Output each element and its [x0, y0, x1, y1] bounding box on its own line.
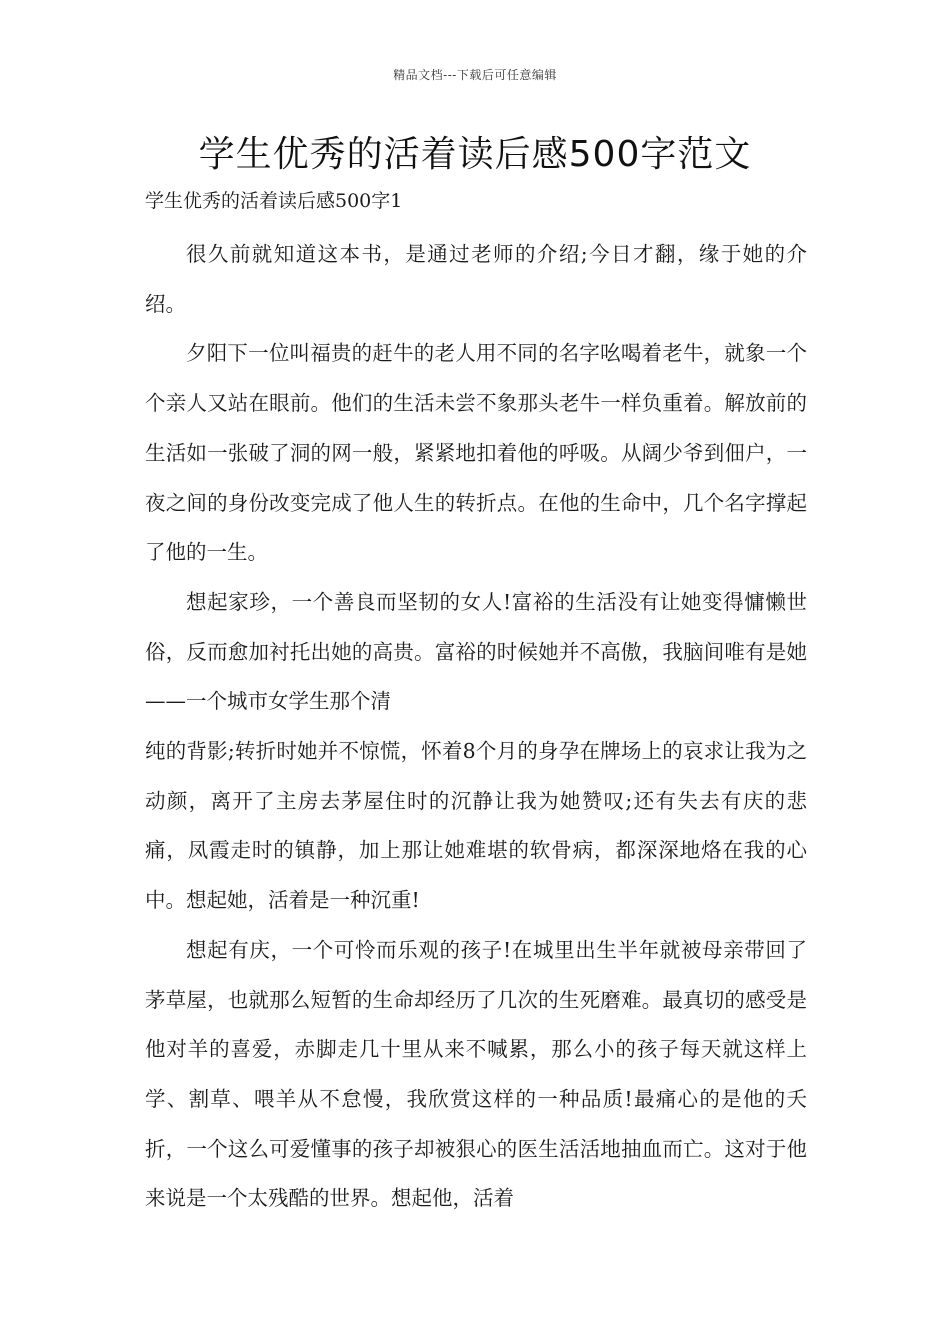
- document-title: 学生优秀的活着读后感500字范文: [198, 134, 752, 175]
- document-subtitle: 学生优秀的活着读后感500字1: [145, 190, 403, 212]
- paragraph-1: 很久前就知道这本书，是通过老师的介绍;今日才翻，缘于她的介绍。: [145, 242, 807, 316]
- paragraph-3: 想起家珍，一个善良而坚韧的女人!富裕的生活没有让她变得慵懒世俗，反而愈加衬托出她的高贵。富裕的时候她并不高傲，我脑间唯有是她——一个城市女学生那个清: [145, 589, 807, 714]
- paragraph-4: 纯的背影;转折时她并不惊慌，怀着8个月的身孕在牌场上的哀求让我为之动颜，离开了主房去茅屋住时的沉静让我为她赞叹;还有失去有庆的悲痛，凤霞走时的镇静，加上那让她难堪的软骨病，都深深地烙在我的心中。想起她，活着是一种沉重!: [145, 739, 807, 913]
- paragraph-2: 夕阳下一位叫福贵的赶牛的老人用不同的名字吆喝着老牛，就象一个个亲人又站在眼前。他们的生活未尝不象那头老牛一样负重着。解放前的生活如一张破了洞的网一般，紧紧地扣着他的呼吸。从阔少爷到佃户，一夜之间的身份改变完成了他人生的转折点。在他的生命中，几个名字撑起了他的一生。: [145, 341, 807, 565]
- paragraph-5: 想起有庆，一个可怜而乐观的孩子!在城里出生半年就被母亲带回了茅草屋，也就那么短暂的生命却经历了几次的生死磨难。最真切的感受是他对羊的喜爱，赤脚走几十里从来不喊累，那么小的孩子每天就这样上学、割草、喂羊从不怠慢，我欣赏这样的一种品质!最痛心的是他的夭折，一个这么可爱懂事的孩子却被狠心的医生活活地抽血而亡。这对于他来说是一个太残酷的世界。想起他，活着: [145, 937, 807, 1211]
- header-note: 精品文档---下载后可任意编辑: [393, 68, 557, 82]
- document-body: [145, 230, 807, 1224]
